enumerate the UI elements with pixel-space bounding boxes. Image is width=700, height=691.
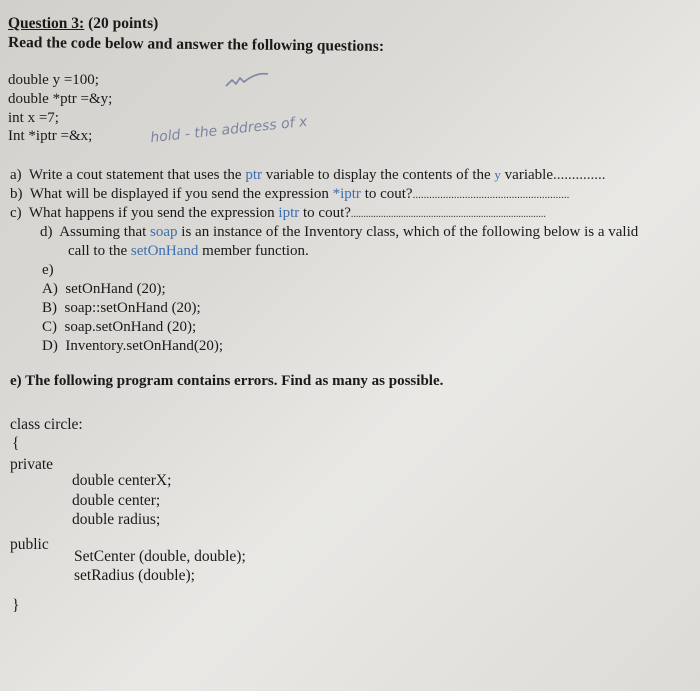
option-b-letter: B) [42,300,57,316]
option-b [42,300,201,317]
handwritten-note: hold - the address of x [149,113,308,147]
question-points: (20 points) [88,15,159,32]
item-a-text-2: variable to display the contents of the [261,167,495,183]
item-b [10,186,569,203]
code-line-4: Int *iptr =&x; [8,128,93,144]
expr-iptr: iptr [278,205,300,221]
public-member-1: SetCenter (double, double); [74,548,246,565]
private-member-2: double center; [72,492,161,509]
method-setonhand: setOnHand [130,243,199,259]
item-b-dots: ......................................................... [412,189,570,201]
option-d-letter: D) [42,338,58,354]
question-header [8,15,158,33]
code-line-3: int x =7; [8,110,59,126]
item-d-line-2 [68,243,309,260]
code-line-2: double *ptr =&y; [8,91,113,107]
item-c [10,205,546,222]
expr-deref-iptr: *iptr [332,186,361,202]
option-a-letter: A) [42,281,58,297]
item-c-text-1: What happens if you send the expression [28,205,279,221]
item-a-text-1: Write a cout statement that uses the [28,167,246,183]
item-c-text-2: to cout? [299,205,351,221]
public-member-2: setRadius (double); [74,567,195,584]
var-y: y [494,167,501,182]
item-c-dots: .............................................................................. [350,209,546,220]
var-ptr: ptr [245,167,262,183]
item-b-marker: b) [10,186,23,202]
item-d-line-1 [40,224,638,241]
code-line-1: double y =100; [8,72,99,88]
private-member-1: double centerX; [72,472,172,489]
private-member-3: double radius; [72,511,161,528]
var-soap: soap [150,224,178,240]
option-c-letter: C) [42,319,57,335]
private-label: private [10,456,54,473]
pen-tick-mark [222,70,272,98]
class-close-brace: } [12,597,20,614]
item-d-text-1: Assuming that [59,224,151,240]
item-a [10,167,605,184]
item-a-text-3: variable [500,167,553,183]
item-a-marker: a) [10,167,22,183]
item-b-text-2: to cout? [360,186,413,202]
question-instruction: Read the code below and answer the following questions: [7,34,385,55]
option-b-text: soap::setOnHand (20); [64,300,201,316]
item-e-marker: e) [42,262,54,278]
option-c [42,319,196,336]
item-b-text-1: What will be displayed if you send the expression [29,186,333,202]
public-label: public [10,536,49,553]
question-number: Question 3: [8,15,85,32]
item-d-marker: d) [40,224,53,240]
option-a [42,281,166,298]
item-c-marker: c) [10,205,22,221]
item-d-text-3: call to the [68,243,131,259]
option-d-text: Inventory.setOnHand(20); [65,338,224,354]
part-e-heading: e) The following program contains errors. Find as many as possible. [10,373,444,389]
item-d-text-4: member function. [198,243,309,259]
class-open-brace: { [12,435,20,452]
item-d-text-2: is an instance of the Inventory class, which of the following below is a valid [177,224,639,240]
option-c-text: soap.setOnHand (20); [64,319,197,335]
option-a-text: setOnHand (20); [65,281,166,297]
option-d [42,338,223,355]
item-a-dots: .............. [552,167,606,183]
class-decl: class circle: [10,416,83,433]
